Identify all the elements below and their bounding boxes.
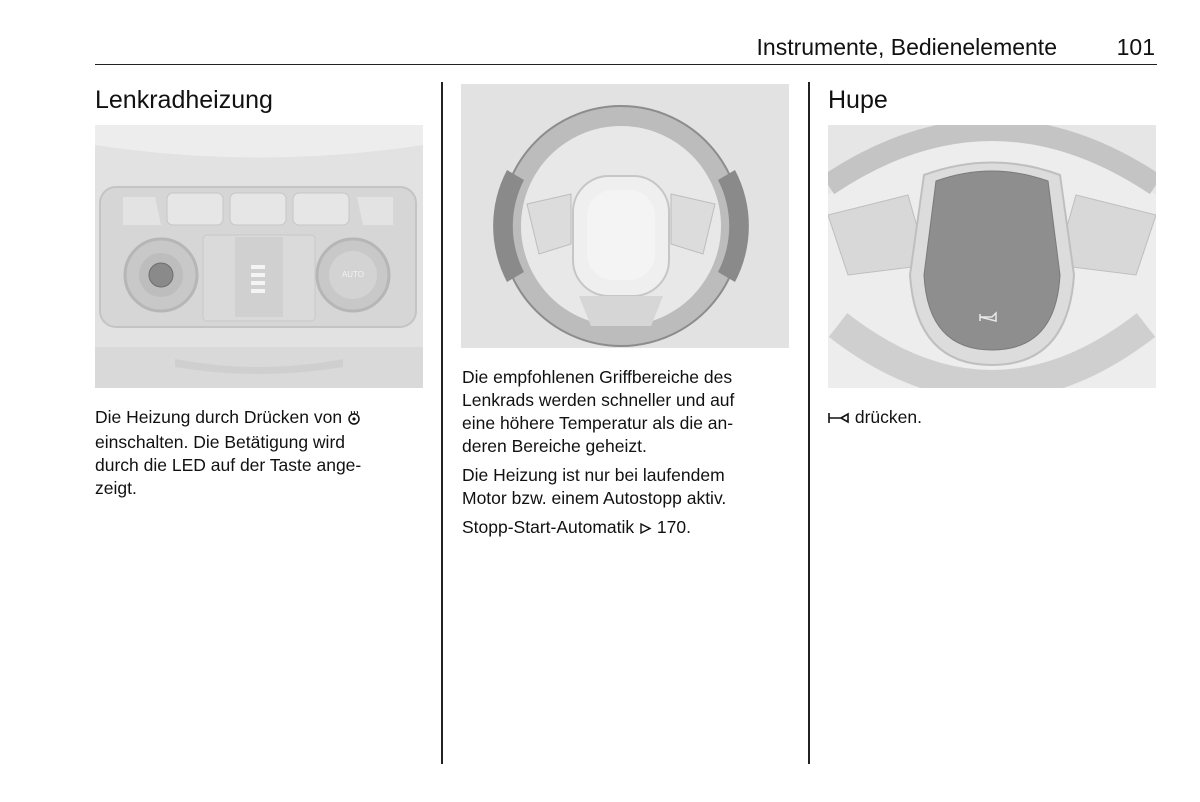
horn-instruction: drücken. — [854, 407, 922, 427]
page-reference-arrow-icon — [639, 518, 652, 541]
auto-label: AUTO — [341, 270, 365, 279]
text-line: Die empfohlenen Griffbereiche des — [462, 367, 733, 387]
hupe-text — [828, 406, 1156, 431]
horn-steering-wheel-figure — [828, 125, 1156, 388]
page-number: 101 — [1116, 34, 1155, 60]
column-divider — [441, 82, 443, 764]
paragraph — [462, 464, 792, 510]
section-title: Instrumente, Bedienelemente — [756, 34, 1057, 60]
text-line: Motor bzw. einem Autostopp aktiv. — [462, 488, 727, 508]
text-line: Die Heizung ist nur bei laufendem — [462, 465, 725, 485]
page-header — [95, 34, 1157, 65]
lenkradheizung-text — [95, 406, 423, 500]
column-divider — [808, 82, 810, 764]
text-line: Lenkrads werden schneller und auf — [462, 390, 735, 410]
reference-label: Stopp-Start-Automatik — [462, 517, 635, 537]
horn-icon — [828, 408, 850, 431]
text-line: eine höhere Temperatur als die an- — [462, 413, 734, 433]
paragraph — [462, 366, 792, 458]
text-line: deren Bereiche geheizt. — [462, 436, 647, 456]
reference-page: 170. — [656, 517, 691, 537]
grip-area-text — [462, 366, 792, 547]
heading-lenkradheizung: Lenkradheizung — [95, 86, 273, 114]
heated-steering-wheel-icon — [347, 408, 361, 431]
text-line: zeigt. — [95, 478, 137, 498]
steering-wheel-grip-figure — [461, 84, 789, 348]
cross-reference[interactable] — [462, 516, 792, 541]
climate-control-figure — [95, 125, 423, 388]
text-line: Die Heizung durch Drücken von — [95, 407, 343, 427]
heading-hupe: Hupe — [828, 86, 888, 114]
text-line: einschalten. Die Betätigung wird — [95, 432, 346, 452]
text-line: durch die LED auf der Taste ange- — [95, 455, 362, 475]
